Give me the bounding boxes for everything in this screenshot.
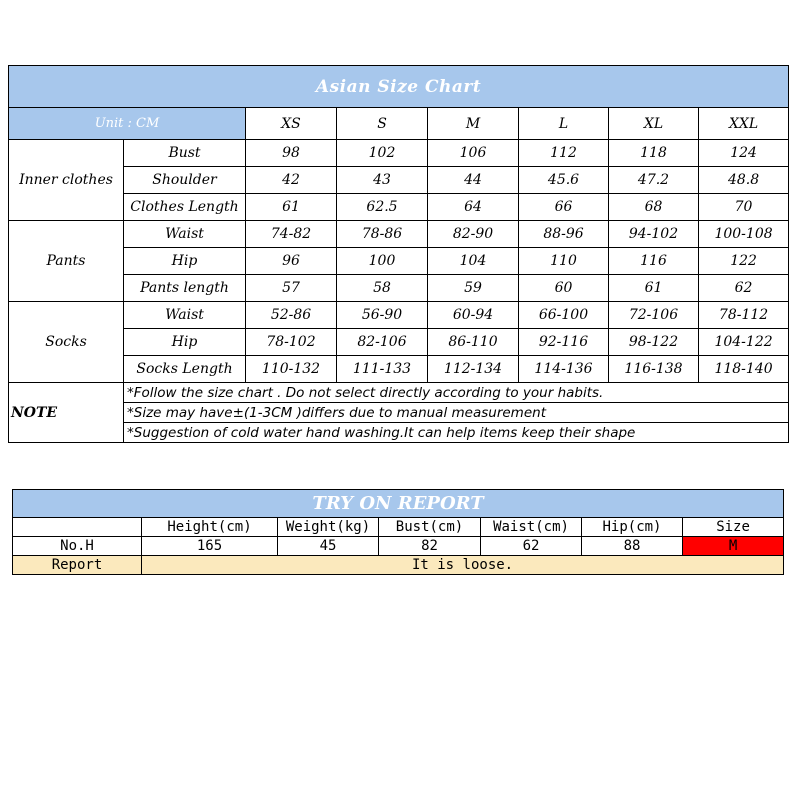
table-cell: 44 — [428, 167, 519, 194]
report-text: It is loose. — [142, 556, 784, 575]
try-on-report-table — [12, 489, 784, 575]
table-cell: 43 — [337, 167, 428, 194]
table-cell: 100 — [337, 248, 428, 275]
table-cell: 59 — [428, 275, 519, 302]
row-label: Waist — [124, 221, 246, 248]
table-cell: 110-132 — [246, 356, 337, 383]
column-header: Waist(cm) — [481, 518, 582, 537]
table-cell: 116-138 — [609, 356, 699, 383]
table-cell: 114-136 — [519, 356, 609, 383]
table-cell: 45.6 — [519, 167, 609, 194]
table-cell: 88 — [582, 537, 683, 556]
column-header: Weight(kg) — [278, 518, 379, 537]
table-cell: 118 — [609, 140, 699, 167]
table-row — [13, 537, 784, 556]
table-cell: 66-100 — [519, 302, 609, 329]
note-text: *Size may have±(1-3CM )differs due to manual measurement — [124, 403, 789, 423]
row-label: Pants length — [124, 275, 246, 302]
table-cell: 62 — [481, 537, 582, 556]
table-cell: 61 — [609, 275, 699, 302]
table-row — [9, 221, 789, 248]
size-header-xl: XL — [609, 108, 699, 140]
table-cell: 56-90 — [337, 302, 428, 329]
table-cell: 72-106 — [609, 302, 699, 329]
table-cell: 64 — [428, 194, 519, 221]
table-cell: 60-94 — [428, 302, 519, 329]
table-cell: 112 — [519, 140, 609, 167]
table-cell: 78-112 — [699, 302, 789, 329]
table-cell: 104 — [428, 248, 519, 275]
column-header — [13, 518, 142, 537]
report-row — [13, 556, 784, 575]
table-cell: 66 — [519, 194, 609, 221]
size-header-l: L — [519, 108, 609, 140]
size-header-s: S — [337, 108, 428, 140]
table-cell: 104-122 — [699, 329, 789, 356]
table-cell: 47.2 — [609, 167, 699, 194]
table-cell: 74-82 — [246, 221, 337, 248]
table-cell: 45 — [278, 537, 379, 556]
column-header: Height(cm) — [142, 518, 278, 537]
table-cell: 58 — [337, 275, 428, 302]
note-label: NOTE — [9, 383, 124, 443]
table-cell: 78-86 — [337, 221, 428, 248]
size-header-xxl: XXL — [699, 108, 789, 140]
group-label-socks: Socks — [9, 302, 124, 383]
table-cell: 62.5 — [337, 194, 428, 221]
table-cell: 82 — [379, 537, 481, 556]
row-label: Hip — [124, 248, 246, 275]
table-cell: 61 — [246, 194, 337, 221]
row-label: Socks Length — [124, 356, 246, 383]
table-cell: 92-116 — [519, 329, 609, 356]
table-cell: 48.8 — [699, 167, 789, 194]
table-row — [9, 167, 789, 194]
table-row — [9, 275, 789, 302]
row-label: Hip — [124, 329, 246, 356]
table-cell: 98 — [246, 140, 337, 167]
table-cell: 122 — [699, 248, 789, 275]
row-label: Shoulder — [124, 167, 246, 194]
table-cell: 116 — [609, 248, 699, 275]
table-cell: 68 — [609, 194, 699, 221]
column-header: Hip(cm) — [582, 518, 683, 537]
table-cell: 98-122 — [609, 329, 699, 356]
table-cell: 86-110 — [428, 329, 519, 356]
row-label: Bust — [124, 140, 246, 167]
group-label-pants: Pants — [9, 221, 124, 302]
note-text: *Follow the size chart . Do not select directly according to your habits. — [124, 383, 789, 403]
size-chart-title: Asian Size Chart — [9, 66, 789, 108]
table-row — [9, 302, 789, 329]
try-on-report-title: TRY ON REPORT — [13, 490, 784, 518]
note-text: *Suggestion of cold water hand washing.It can help items keep their shape — [124, 423, 789, 443]
size-header-m: M — [428, 108, 519, 140]
table-cell: 102 — [337, 140, 428, 167]
table-cell: 52-86 — [246, 302, 337, 329]
table-cell: 78-102 — [246, 329, 337, 356]
table-row — [9, 248, 789, 275]
table-cell: 42 — [246, 167, 337, 194]
column-header: Bust(cm) — [379, 518, 481, 537]
table-row — [9, 329, 789, 356]
table-row — [9, 356, 789, 383]
table-cell: 88-96 — [519, 221, 609, 248]
table-cell: 110 — [519, 248, 609, 275]
table-cell: 60 — [519, 275, 609, 302]
table-cell: 94-102 — [609, 221, 699, 248]
model-label: No.H — [13, 537, 142, 556]
table-cell: 82-90 — [428, 221, 519, 248]
table-cell: 111-133 — [337, 356, 428, 383]
unit-label: Unit : CM — [9, 108, 246, 140]
row-label: Waist — [124, 302, 246, 329]
table-cell: 124 — [699, 140, 789, 167]
table-cell: 118-140 — [699, 356, 789, 383]
report-label: Report — [13, 556, 142, 575]
table-row — [9, 140, 789, 167]
table-cell: 112-134 — [428, 356, 519, 383]
table-cell: 96 — [246, 248, 337, 275]
table-cell: 82-106 — [337, 329, 428, 356]
table-cell: 70 — [699, 194, 789, 221]
table-cell: 57 — [246, 275, 337, 302]
size-value-highlight: M — [683, 537, 784, 556]
table-cell: 100-108 — [699, 221, 789, 248]
table-row — [9, 194, 789, 221]
table-cell: 165 — [142, 537, 278, 556]
table-cell: 62 — [699, 275, 789, 302]
column-header: Size — [683, 518, 784, 537]
size-header-xs: XS — [246, 108, 337, 140]
table-cell: 106 — [428, 140, 519, 167]
size-chart-table — [8, 65, 789, 443]
row-label: Clothes Length — [124, 194, 246, 221]
group-label-inner-clothes: Inner clothes — [9, 140, 124, 221]
table-header-row — [13, 518, 784, 537]
